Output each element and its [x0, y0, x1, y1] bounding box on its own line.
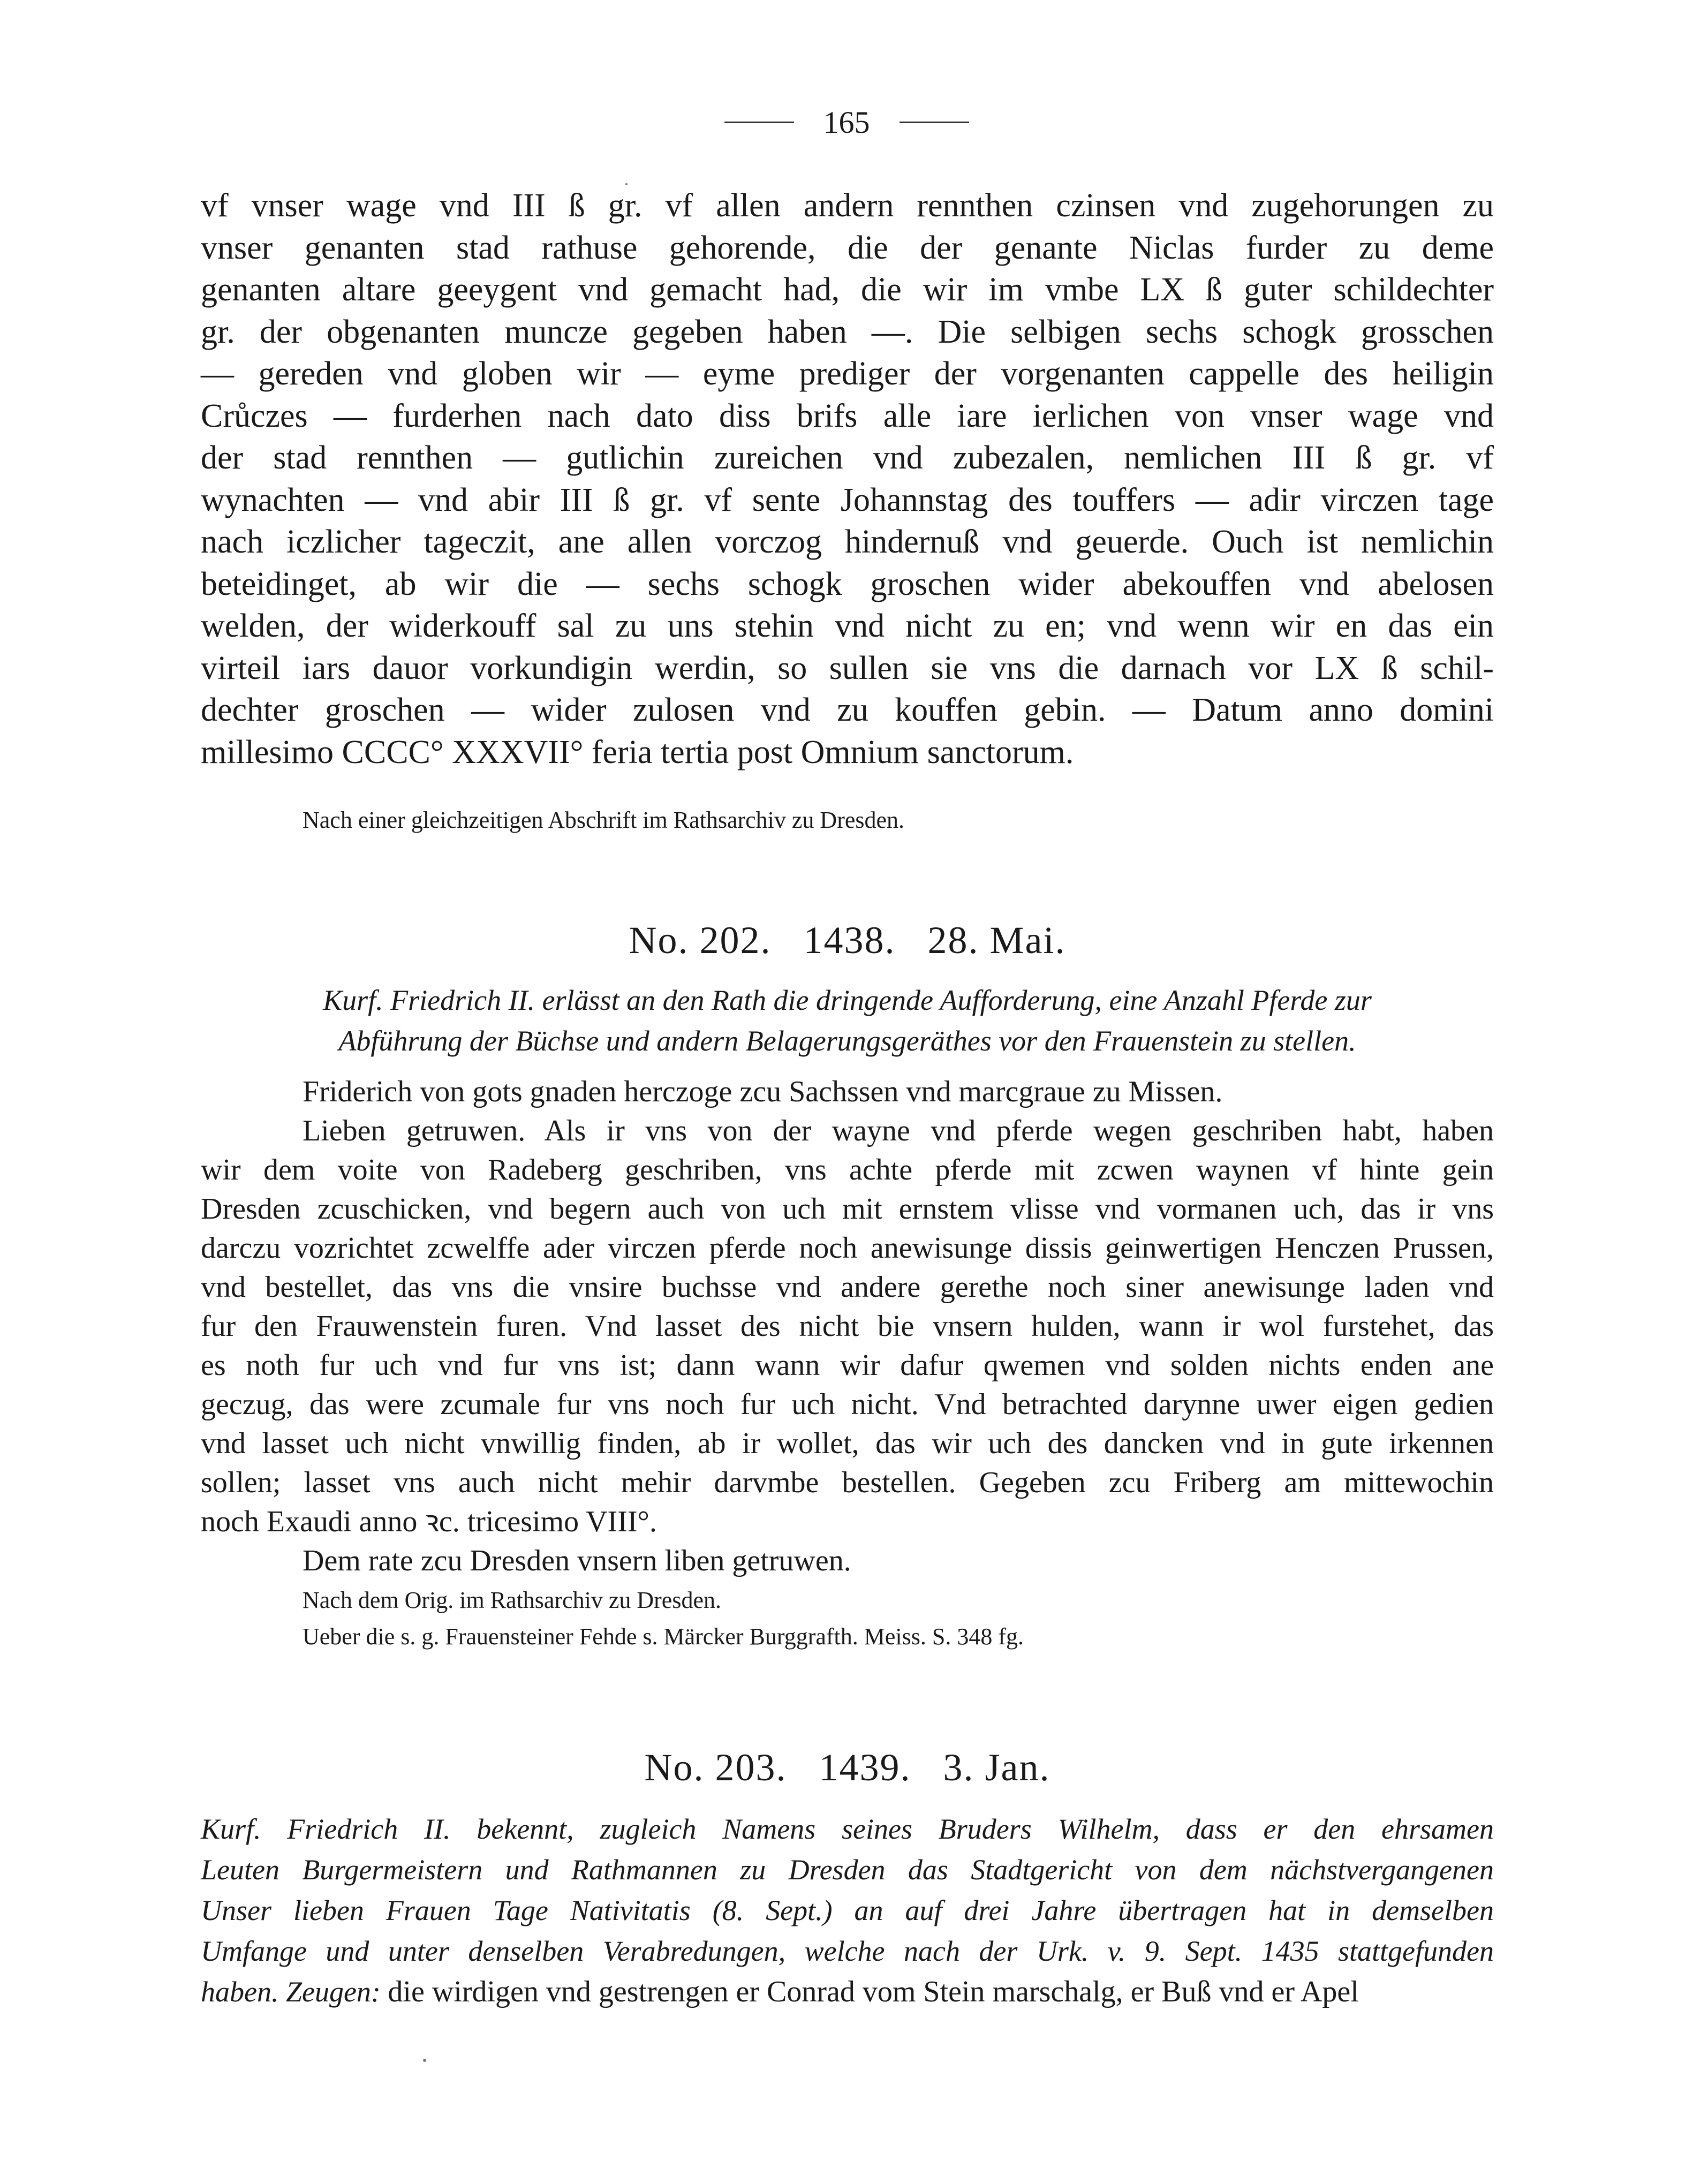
doc-202-body-line: Lieben getruwen. Als ir vns von der wayne vnd pferde wegen geschriben habt, haben — [303, 1114, 1494, 1147]
doc-202-note-1: Nach dem Orig. im Rathsarchiv zu Dresden. — [303, 1587, 721, 1613]
continuation-line: genanten altare geeygent vnd gemacht had, die wir im vmbe LX ß guter schildechter — [201, 271, 1494, 308]
continuation-line: millesimo CCCC° XXXVII° feria tertia post Omnium sanctorum. — [201, 734, 1074, 770]
doc-203-summary-text — [201, 1809, 1494, 1971]
doc-202-salutation: Friderich von gots gnaden herczoge zcu Sachssen vnd marcgraue zu Missen. — [303, 1075, 1223, 1108]
continuation-line: Crůczes — furderhen nach dato diss brifs alle iare ierlichen von vnser wage vnd — [201, 397, 1494, 434]
doc-202-address: Dem rate zcu Dresden vnsern liben getruwen. — [303, 1544, 851, 1577]
source-note: Nach einer gleichzeitigen Abschrift im Rathsarchiv zu Dresden. — [303, 807, 905, 833]
doc-202-notes — [201, 1582, 1494, 1655]
doc-202-body-line: darczu vozrichtet zcwelffe ader virczen pferde noch anewisunge dissis geinwertigen Henczen Prussen, — [201, 1231, 1494, 1265]
doc-203-summary-last — [201, 1971, 1494, 2012]
doc-202-body-line: vnd lasset uch nicht vnwillig finden, ab ir wollet, das wir uch des dancken vnd in gute irkennen — [201, 1427, 1494, 1460]
header-rule-left — [724, 122, 794, 123]
doc-202-body-line: noch Exaudi anno ꝛc. tricesimo VIII°. — [201, 1505, 657, 1538]
doc-202-body-line: geczug, das were zcumale fur vns noch fur uch nicht. Vnd betrachted darynne uwer eigen gedien — [201, 1388, 1494, 1421]
doc-202-letter — [201, 1112, 1494, 1541]
doc-202-body-line: Dresden zcuschicken, vnd begern auch von uch mit ernstem vlisse vnd vormanen uch, das ir vns — [201, 1192, 1494, 1226]
continuation-line: wynachten — vnd abir III ß gr. vf sente Johannstag des touffers — adir virczen tage — [201, 481, 1494, 518]
doc-202-text — [201, 1072, 1494, 1581]
doc-202 — [201, 918, 1494, 963]
doc-202-body-line: wir dem voite von Radeberg geschriben, vns achte pferde mit zcwen waynen vf hinte gein — [201, 1153, 1494, 1187]
continuation-line: nach iczlicher tageczit, ane allen vorczog hindernuß vnd geuerde. Ouch ist nemlichin — [201, 524, 1494, 560]
doc-203-heading: No. 203. 1439. 3. Jan. — [644, 1746, 1050, 1789]
continuation-text — [201, 185, 1494, 773]
continuation-line: dechter groschen — wider zulosen vnd zu kouffen gebin. — Datum anno domini — [201, 692, 1494, 728]
doc-202-heading: No. 202. 1438. 28. Mai. — [629, 919, 1066, 962]
continuation-line: der stad rennthen — gutlichin zureichen vnd zubezalen, nemlichen III ß gr. vf — [201, 440, 1494, 476]
doc-203-summary-line: Umfange und unter denselben Verabredungen, welche nach der Urk. v. 9. Sept. 1435 stattgefunden — [201, 1935, 1494, 1967]
doc-203-zeugen-label: haben. Zeugen: — [201, 1976, 381, 2008]
doc-202-summary-line: Abführung der Büchse und andern Belagerungsgeräthes vor den Frauenstein zu stellen. — [338, 1025, 1356, 1057]
header-rule-right — [900, 122, 969, 123]
continuation-line: welden, der widerkouff sal zu uns stehin vnd nicht zu en; vnd wenn wir en das ein — [201, 608, 1494, 644]
doc-202-body-line: vnd bestellet, das vns die vnsire buchsse vnd andere gerethe noch siner anewisunge laden vnd — [201, 1271, 1494, 1304]
doc-202-body — [201, 1072, 1494, 1581]
continuation-line: gr. der obgenanten muncze gegeben haben —. Die selbigen sechs schogk grosschen — [201, 313, 1494, 350]
page-speck — [625, 183, 628, 185]
doc-203-summary-line: Leuten Burgermeistern und Rathmannen zu Dresden das Stadtgericht von dem nächstvergangenen — [201, 1854, 1494, 1886]
doc-202-summary — [201, 980, 1494, 1061]
continuation-line: vnser genanten stad rathuse gehorende, die der genante Niclas furder zu deme — [201, 229, 1494, 266]
doc-202-summary-line: Kurf. Friedrich II. erlässt an den Rath die dringende Aufforderung, eine Anzahl Pferde zur — [323, 984, 1372, 1016]
doc-202-summary-text — [201, 980, 1494, 1061]
continuation-line: — gereden vnd globen wir — eyme prediger der vorgenanten cappelle des heiligin — [201, 356, 1494, 392]
doc-202-body-line: es noth fur uch vnd fur vns ist; dann wann wir dafur qwemen vnd solden nichts enden ane — [201, 1349, 1494, 1382]
continuation-line: virteil iars dauor vorkundigin werdin, so sullen sie vns die darnach vor LX ß schil- — [201, 649, 1494, 686]
continuation-line: beteidinget, ab wir die — sechs schogk groschen wider abekouffen vnd abelosen — [201, 565, 1494, 602]
doc-203-summary-line: Unser lieben Frauen Tage Nativitatis (8. Sept.) an auf drei Jahre übertragen hat in demselben — [201, 1894, 1494, 1926]
doc-203 — [201, 1745, 1494, 1790]
doc-203-summary — [201, 1809, 1494, 2012]
doc-202-body-line: sollen; lasset vns auch nicht mehir darvmbe bestellen. Gegeben zcu Friberg am mittewochin — [201, 1466, 1494, 1499]
page-number: 165 — [823, 105, 870, 140]
doc-202-note-2: Ueber die s. g. Frauensteiner Fehde s. Märcker Burggrafth. Meiss. S. 348 fg. — [303, 1623, 1024, 1650]
page-speck — [423, 2059, 426, 2062]
page-header — [0, 104, 1693, 140]
doc-202-body-line: fur den Frauwenstein furen. Vnd lasset des nicht bie vnsern hulden, wann ir wol furstehet, das — [201, 1310, 1494, 1343]
continuation-paragraph — [201, 185, 1494, 773]
doc-203-summary-line: Kurf. Friedrich II. bekennt, zugleich Namens seines Bruders Wilhelm, dass er den ehrsamen — [201, 1813, 1494, 1845]
continuation-line: vf vnser wage vnd III ß gr. vf allen andern rennthen czinsen vnd zugehorungen zu — [201, 187, 1494, 224]
continuation-source — [201, 802, 1494, 838]
doc-203-zeugen-text: die wirdigen vnd gestrengen er Conrad vom Stein marschalg, er Buß vnd er Apel — [388, 1975, 1359, 2008]
